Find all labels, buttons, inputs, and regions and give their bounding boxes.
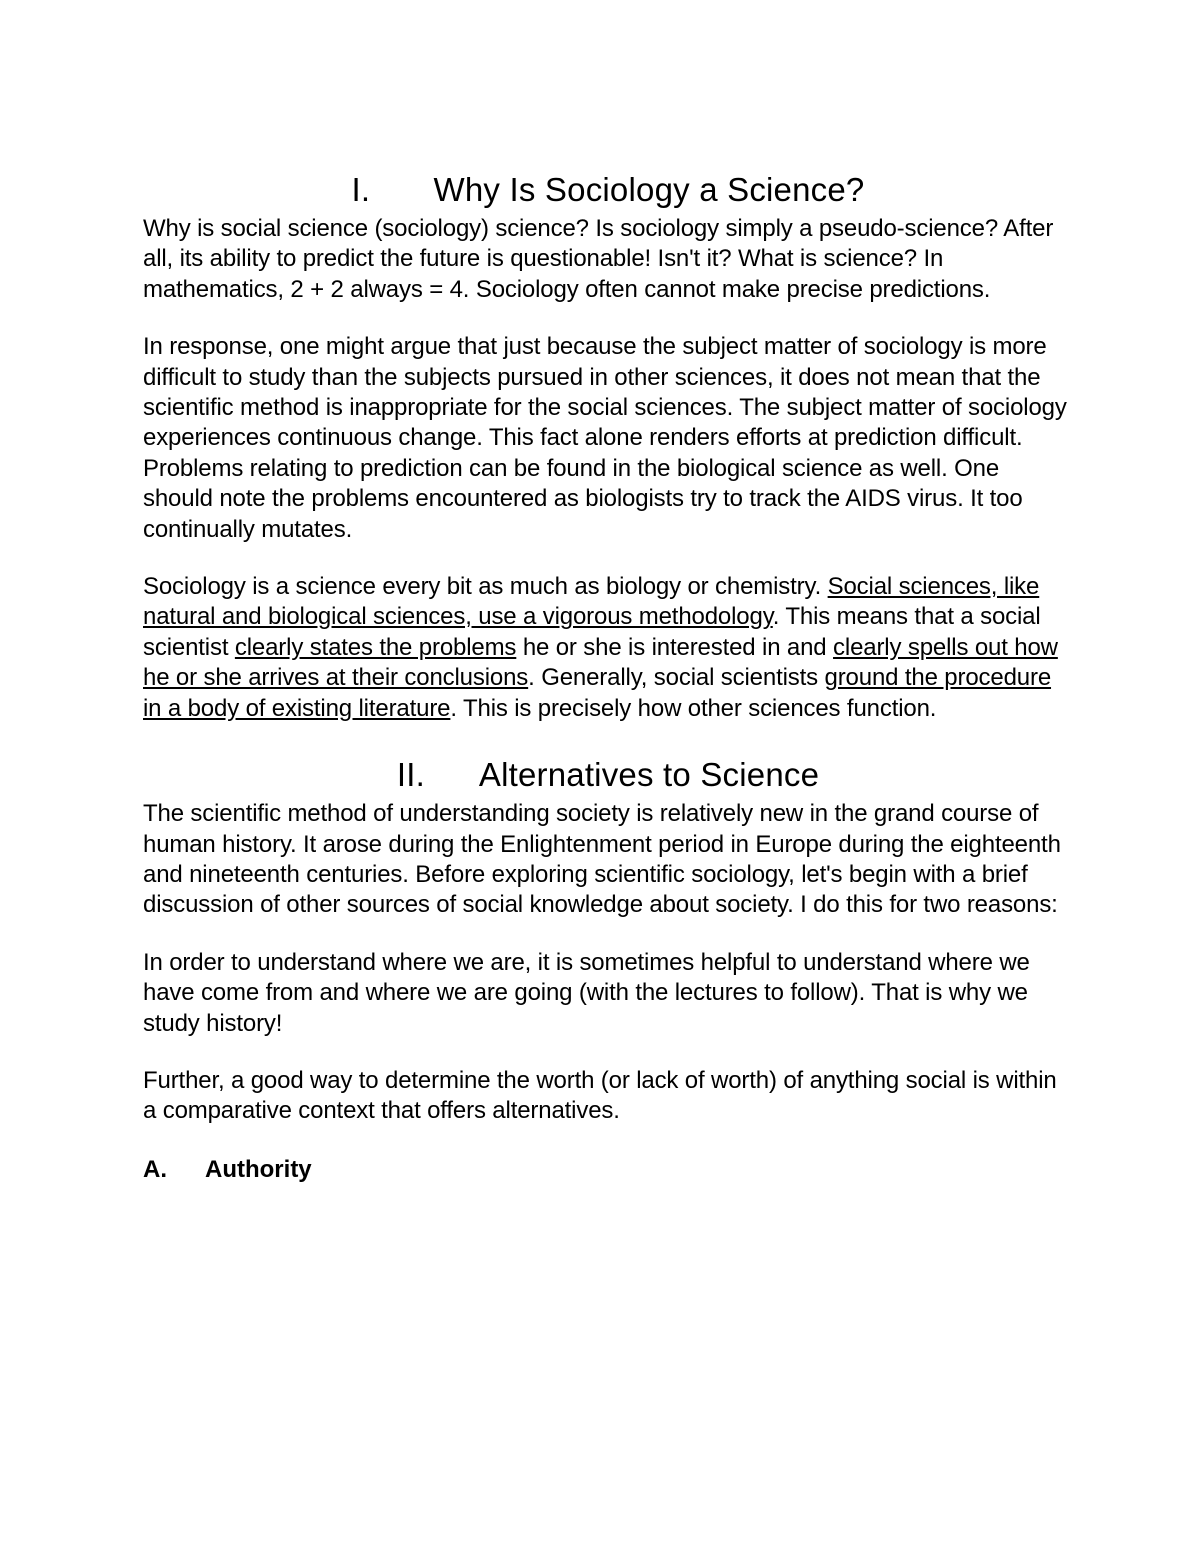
underlined-text: clearly spells out how he or she arrives at their conclusions	[143, 633, 1058, 692]
text-run: he or she is interested in and	[516, 633, 834, 661]
document-content	[143, 166, 1073, 1186]
paragraph: In order to understand where we are, it is sometimes helpful to understand where we have come from and where we are going (with the lectures to follow). That is why we study history!	[143, 948, 1030, 1037]
underlined-text: clearly states the problems	[234, 633, 517, 661]
text-run: . Generally, social scientists	[528, 664, 825, 692]
paragraph: The scientific method of understanding society is relatively new in the grand course of human history. It arose during the Enlightenment period in Europe during the eighteenth and nineteenth centuries. Before exploring scientific sociology, let's begin with a brief discussion of other sources of social knowledge about society. I do this for two reasons:	[143, 800, 1061, 919]
underlined-text: ground the procedure in a body of existing literature	[143, 664, 1052, 722]
paragraph-with-underlines	[143, 572, 1073, 724]
paragraph: Why is social science (sociology) science? Is sociology simply a pseudo-science? After all, its ability to predict the future is questionable! Isn't it? What is science? In mathematics, 2 + 2 always = 4. Sociology often cannot make precise predictions.	[143, 215, 1054, 303]
section-heading-2	[143, 751, 1073, 799]
section-title: Alternatives to Science	[478, 756, 820, 794]
paragraph: In response, one might argue that just because the subject matter of sociology is more difficult to study than the subjects pursued in other sciences, it does not mean that the scientific method is inappropriate for the social sciences. The subject matter of sociology experiences continuous change. This fact alone renders efforts at prediction difficult. Problems relating to prediction can be found in the biological science as well. One should note the problems encountered as biologists try to track the AIDS virus. It too continually mutates.	[143, 333, 1067, 543]
section-number: II.	[396, 756, 425, 794]
paragraph: Further, a good way to determine the worth (or lack of worth) of anything social is within a comparative context that offers alternatives.	[143, 1066, 1057, 1125]
underlined-text: Social sciences, like natural and biological sciences, use a vigorous methodology	[143, 573, 1040, 631]
text-run: . This is precisely how other sciences function.	[450, 694, 937, 722]
subsection-number: A.	[143, 1155, 167, 1183]
section-number: I.	[351, 171, 371, 208]
section-title: Why Is Sociology a Science?	[433, 171, 865, 208]
text-run: . This means that a social scientist	[143, 603, 1041, 661]
subsection-heading-a	[143, 1154, 1073, 1186]
text-run: Sociology is a science every bit as much as biology or chemistry.	[143, 573, 828, 601]
section-heading-1	[143, 166, 1073, 214]
subsection-title: Authority	[205, 1155, 312, 1183]
